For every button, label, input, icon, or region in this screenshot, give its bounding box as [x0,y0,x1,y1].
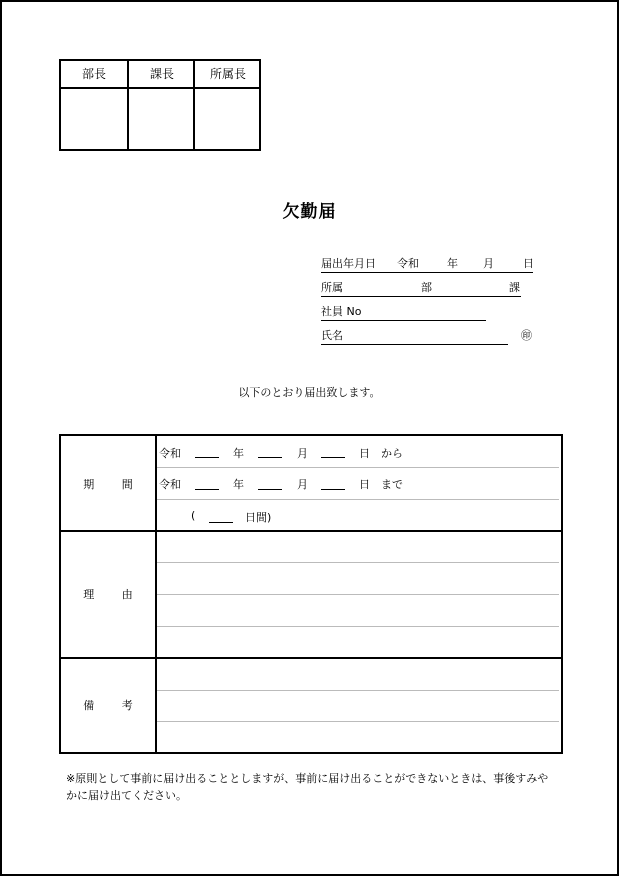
section-divider [61,530,561,532]
stamp-header: 所属長 [195,61,261,89]
stamp-header: 部長 [61,61,127,89]
from-day: 日 [359,447,370,460]
remarks-label: 備 考 [83,699,145,712]
to-year: 年 [233,478,244,491]
seal-mark-icon: ㊞ [521,329,532,342]
to-day-blank[interactable] [321,489,345,490]
from-month-blank[interactable] [258,457,282,458]
employee-no-field[interactable] [321,304,486,321]
from-suffix: から [381,447,403,460]
affiliation-field[interactable] [321,280,521,297]
absence-details-table [59,434,563,754]
days-close: 日間) [245,511,272,524]
approval-stamp-table [59,59,261,151]
to-era: 令和 [159,478,181,491]
period-rule [157,467,559,468]
days-open: ( [191,509,196,522]
to-suffix: まで [381,478,403,491]
to-year-blank[interactable] [195,489,219,490]
stamp-header: 課長 [129,61,195,89]
section-divider [61,657,561,659]
affiliation-label: 所属 [321,281,343,294]
department-label: 部 [421,281,432,294]
date-label: 届出年月日 [321,257,376,270]
form-title: 欠勤届 [282,202,337,222]
intro-text: 以下のとおり届出致します。 [238,386,381,399]
stamp-column-shozokucho [193,61,261,149]
remarks-writing-line[interactable] [157,690,559,691]
submission-date-field[interactable] [321,256,533,273]
period-rule [157,499,559,500]
days-blank[interactable] [209,522,233,523]
to-day: 日 [359,478,370,491]
footnote: ※原則として事前に届け出ることとしますが、事前に届け出ることができないときは、事後すみやかに届け出てください。 [66,772,549,802]
stamp-column-kacho [127,61,195,149]
remarks-writing-line[interactable] [157,721,559,722]
reason-writing-line[interactable] [157,626,559,627]
from-month: 月 [297,447,308,460]
year-label: 年 [447,257,458,270]
from-era: 令和 [159,447,181,460]
from-day-blank[interactable] [321,457,345,458]
from-year: 年 [233,447,244,460]
name-field[interactable] [321,328,508,345]
stamp-column-bucho [61,61,127,149]
day-label: 日 [523,257,534,270]
reason-label: 理 由 [83,588,145,601]
month-label: 月 [483,257,494,270]
employee-no-label: 社員 No [321,305,362,318]
period-label: 期 間 [83,478,145,491]
reason-writing-line[interactable] [157,594,559,595]
to-month: 月 [297,478,308,491]
name-label: 氏名 [321,329,343,342]
reason-writing-line[interactable] [157,562,559,563]
era-label: 令和 [397,257,419,270]
section-label: 課 [509,281,520,294]
from-year-blank[interactable] [195,457,219,458]
to-month-blank[interactable] [258,489,282,490]
